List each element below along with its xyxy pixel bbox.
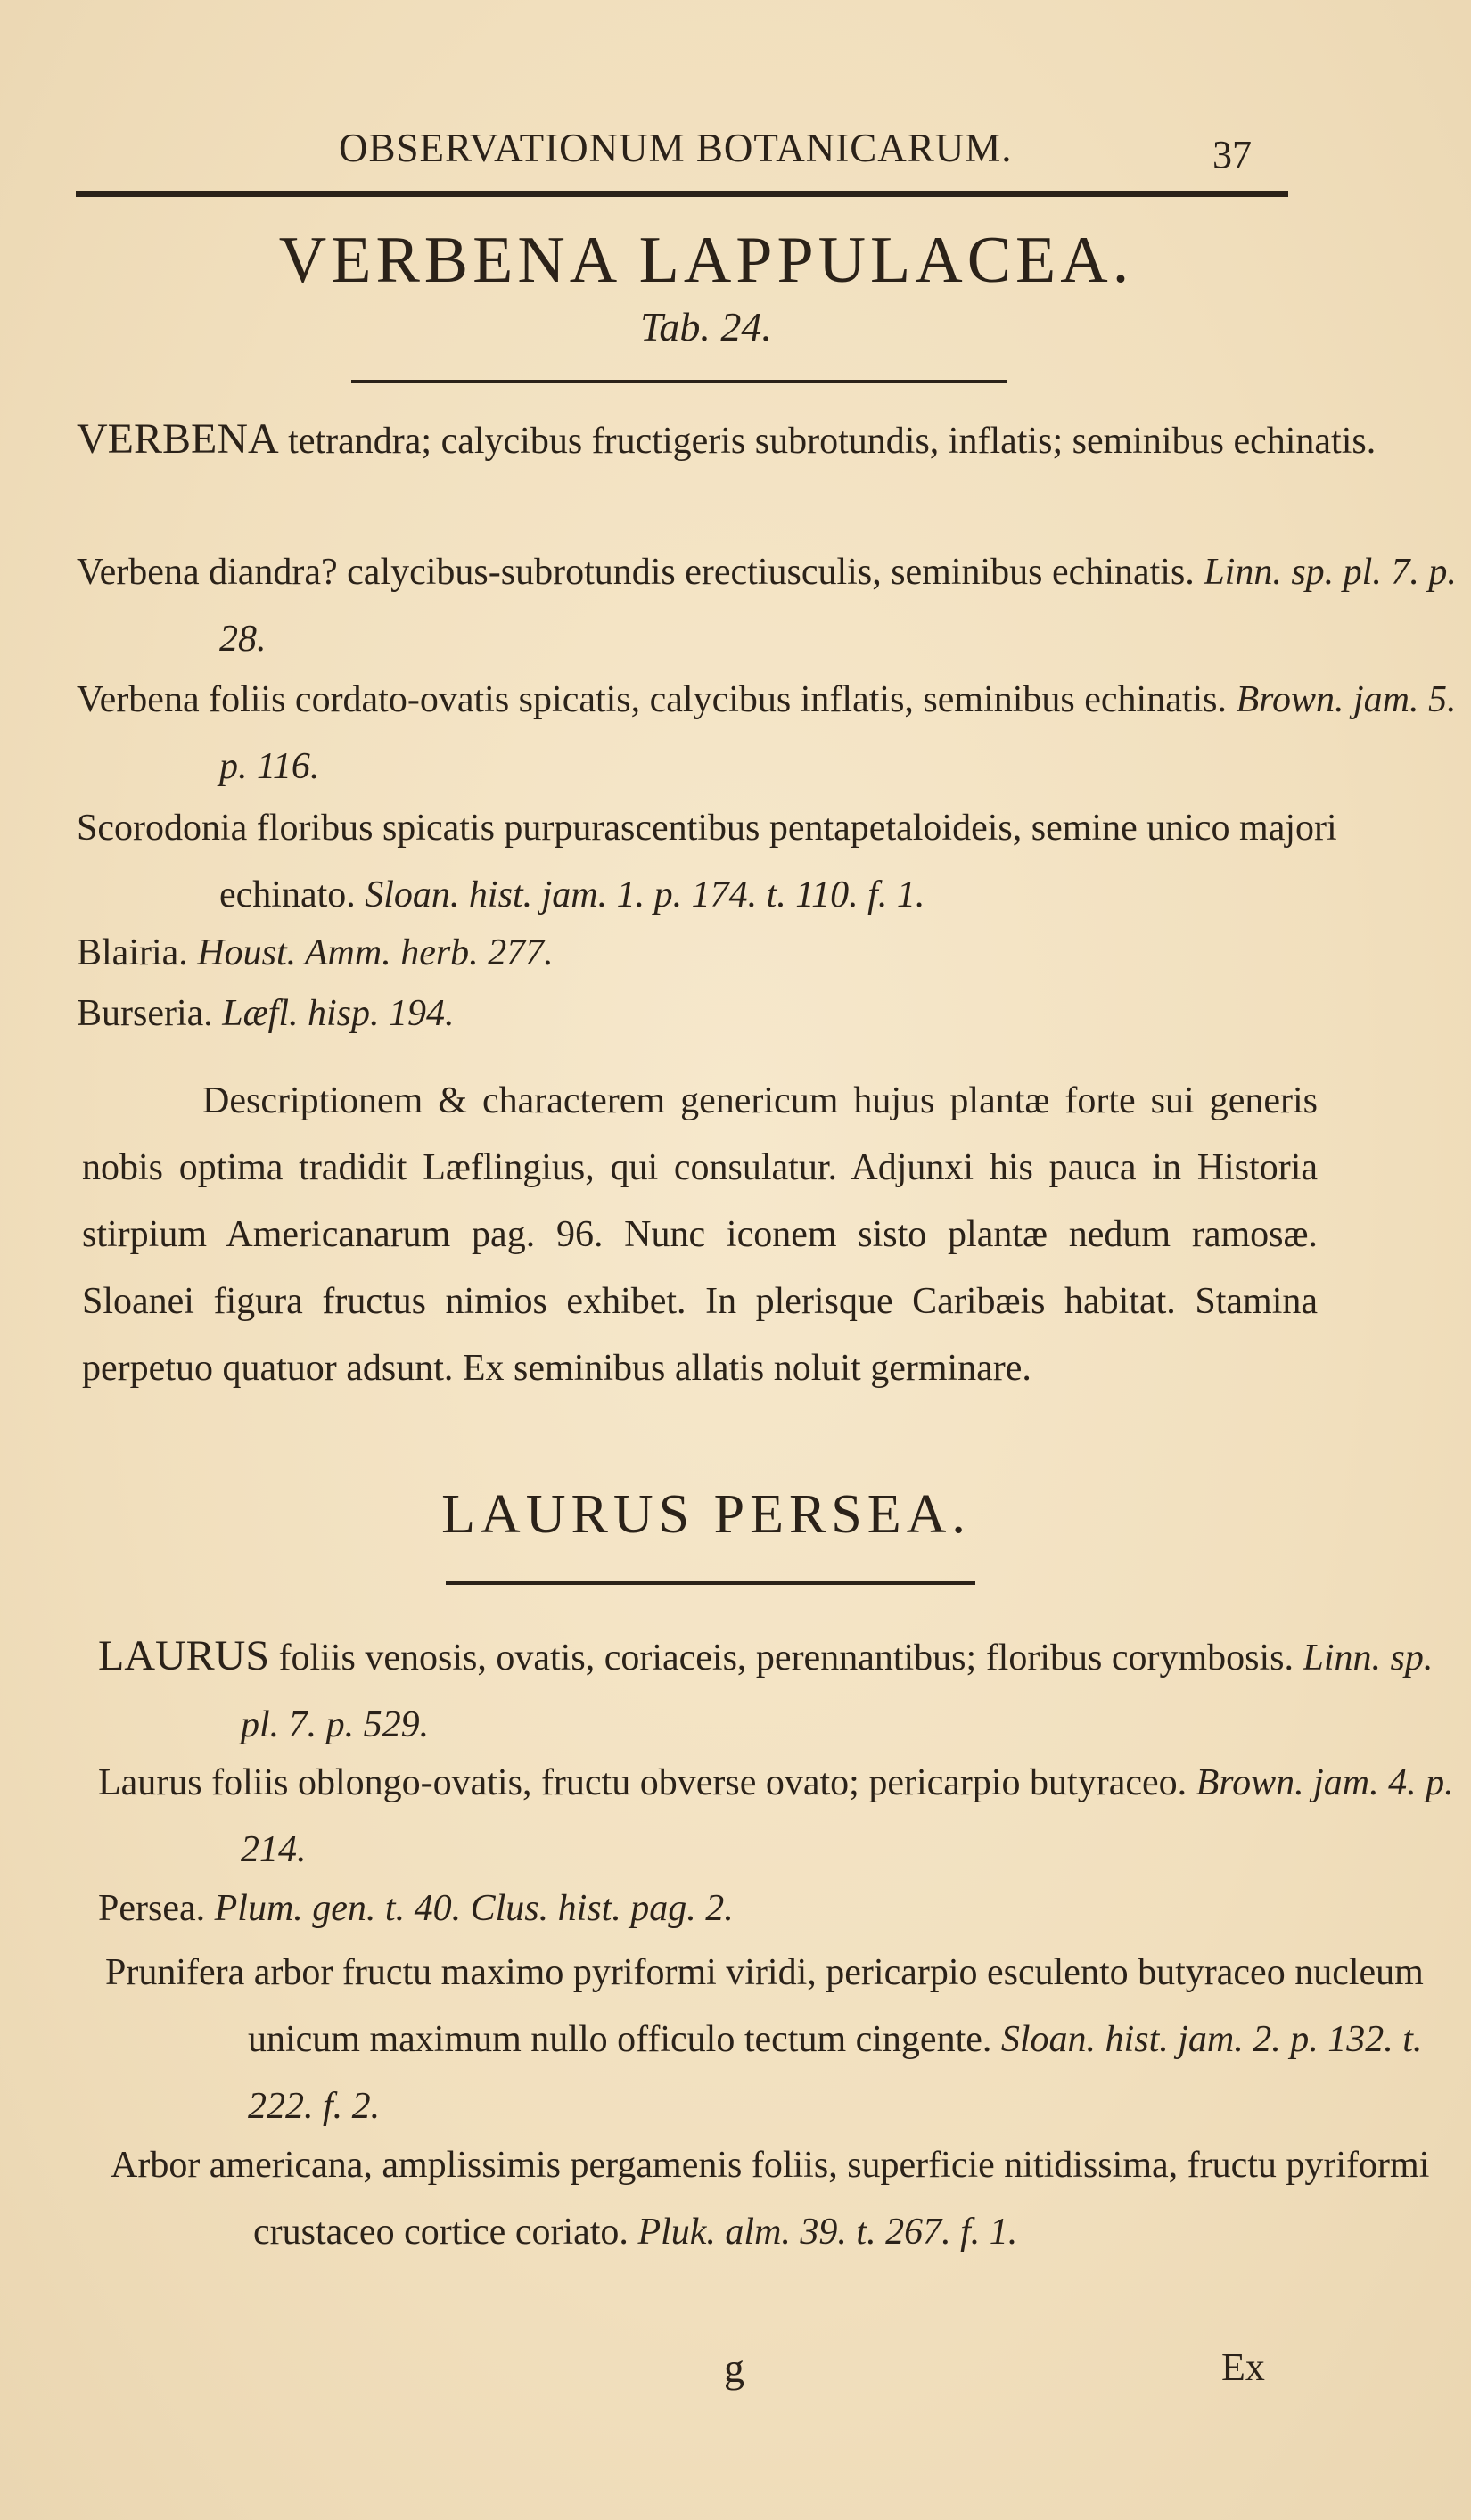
genus-lead: LAURUS — [98, 1632, 270, 1679]
genus-lead: VERBENA — [77, 415, 279, 463]
synonym-reference: Læfl. hisp. 194. — [222, 993, 455, 1034]
synonym-text: Burseria. — [77, 993, 223, 1034]
synonym-text: Scorodonia floribus spicatis purpurascentibus pentapetaloideis, semine unico majori echinato. — [77, 808, 1337, 915]
synonym-reference: Sloan. hist. jam. 2. p. 132. t. 222. f. 2. — [248, 2019, 1423, 2127]
synonym-text: foliis venosis, ovatis, coriaceis, perennantibus; floribus corymbosis. — [269, 1638, 1303, 1679]
section-title-laurus: LAURUS PERSEA. — [441, 1484, 971, 1545]
synonym-text: Arbor americana, amplissimis pergamenis foliis, superficie nitidissima, fructu pyriformi crustaceo cortice coriato. — [111, 2145, 1430, 2253]
synonym-text: Laurus foliis oblongo-ovatis, fructu obverse ovato; pericarpio butyraceo. — [98, 1762, 1196, 1803]
synonym-entry — [77, 795, 1459, 929]
synonym-reference: Plum. gen. t. 40. Clus. hist. pag. 2. — [214, 1888, 734, 1929]
synonym-entry — [98, 1622, 1471, 1759]
title-rule — [351, 380, 1007, 383]
catchword: Ex — [1221, 2345, 1265, 2389]
synonym-reference: Linn. sp. pl. 7. p. 529. — [241, 1638, 1434, 1745]
synonym-entry — [98, 1750, 1471, 1884]
synonym-reference: Pluk. alm. 39. t. 267. f. 1. — [637, 2212, 1018, 2253]
plate-reference: Tab. 24. — [640, 304, 772, 349]
synonym-text: Blairia. — [77, 932, 198, 973]
title-rule — [446, 1581, 975, 1585]
synonym-reference: Brown. jam. 5. p. 116. — [219, 679, 1457, 787]
synonym-entry — [77, 920, 1459, 987]
synonym-entry — [77, 667, 1459, 800]
synonym-entry — [77, 539, 1459, 673]
synonym-reference: Sloan. hist. jam. 1. p. 174. t. 110. f. 1. — [365, 874, 925, 915]
synonym-entry — [105, 1940, 1471, 2140]
synonym-reference: Linn. sp. pl. 7. p. 28. — [219, 552, 1457, 660]
synonym-entry — [77, 981, 1459, 1047]
synonym-text: Prunifera arbor fructu maximo pyriformi viridi, pericarpio esculento butyraceo nucleum unicum maximum nullo officulo tectum cingente. — [105, 1952, 1424, 2060]
page-number: 37 — [1212, 133, 1252, 176]
description-paragraph: Descriptionem & characterem genericum hujus plantæ forte sui generis nobis optima tradidit Læflingius, qui consulatur. Adjunxi his pauca in Historia stirpium Americanarum pag. 96. Nunc iconem sisto plantæ nedum ramosæ. Sloanei figura fructus nimios exhibet. In plerisque Caribæis habitat. Stamina perpetuo quatuor adsunt. Ex seminibus allatis noluit germinare. — [82, 1080, 1318, 1389]
header-rule — [76, 191, 1288, 197]
synonym-reference: Houst. Amm. herb. 277. — [197, 932, 554, 973]
synonym-text: Persea. — [98, 1888, 215, 1929]
running-title: OBSERVATIONUM BOTANICARUM. — [339, 126, 1013, 170]
synonym-entry — [77, 406, 1459, 475]
synonym-text: Verbena foliis cordato-ovatis spicatis, calycibus inflatis, seminibus echinatis. — [77, 679, 1237, 720]
section-title-verbena: VERBENA LAPPULACEA. — [278, 224, 1134, 297]
synonym-text: tetrandra; calycibus fructigeris subrotundis, inflatis; seminibus echinatis. — [278, 421, 1376, 462]
signature-mark: g — [724, 2345, 744, 2391]
synonym-reference: Brown. jam. 4. p. 214. — [241, 1762, 1454, 1870]
synonym-text: Verbena diandra? calycibus-subrotundis erectiusculis, seminibus echinatis. — [77, 552, 1204, 593]
synonym-entry — [111, 2132, 1471, 2266]
synonym-entry — [98, 1876, 1471, 1942]
